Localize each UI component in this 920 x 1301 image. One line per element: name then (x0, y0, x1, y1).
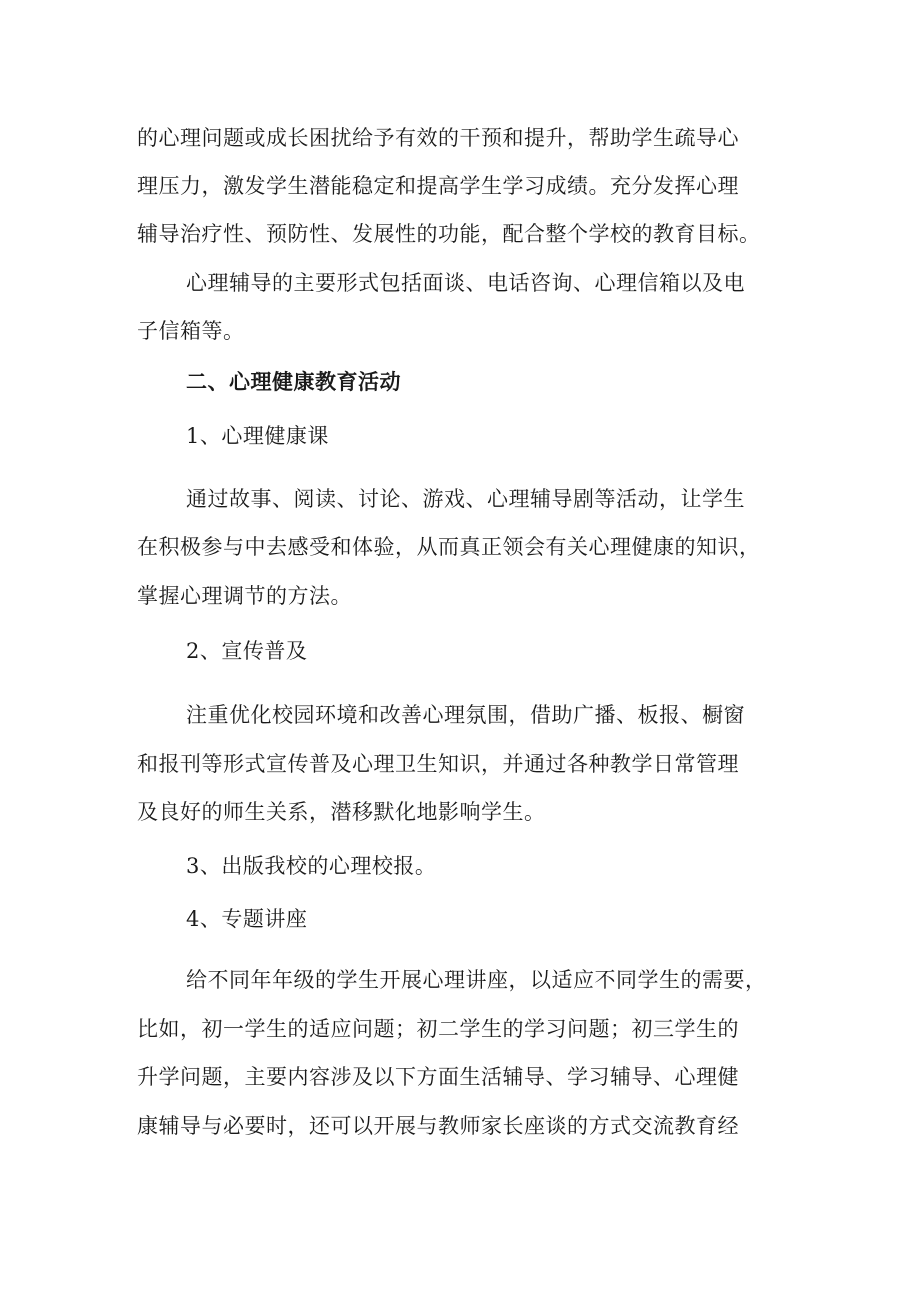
text-line: 给不同年年级的学生开展心理讲座，以适应不同学生的需要， (186, 968, 767, 992)
text-line: 通过故事、阅读、讨论、游戏、心理辅导剧等活动，让学生 (186, 487, 745, 511)
text-line: 和报刊等形式宣传普及心理卫生知识，并通过各种教学日常管理 (137, 752, 739, 776)
text-line: 3、出版我校的心理校报。 (186, 854, 437, 878)
text-line: 掌握心理调节的方法。 (137, 584, 352, 608)
subheading: 4、专题讲座 (186, 907, 308, 931)
subheading: 1、心理健康课 (186, 424, 329, 448)
text-line: 及良好的师生关系，潜移默化地影响学生。 (137, 800, 546, 824)
text-line: 理压力，激发学生潜能稳定和提高学生学习成绩。充分发挥心理 (137, 174, 739, 198)
text-line: 注重优化校园环境和改善心理氛围，借助广播、板报、橱窗 (186, 703, 745, 727)
text-line: 子信箱等。 (137, 319, 245, 343)
text-line: 比如，初一学生的适应问题；初二学生的学习问题；初三学生的 (137, 1017, 739, 1041)
text-line: 康辅导与必要时，还可以开展与教师家长座谈的方式交流教育经 (137, 1114, 739, 1138)
text-line: 的心理问题或成长困扰给予有效的干预和提升，帮助学生疏导心 (137, 126, 739, 150)
text-line: 心理辅导的主要形式包括面谈、电话咨询、心理信箱以及电 (186, 271, 745, 295)
text-line: 在积极参与中去感受和体验，从而真正领会有关心理健康的知识， (137, 535, 761, 559)
subheading: 2、宣传普及 (186, 639, 308, 663)
text-line: 辅导治疗性、预防性、发展性的功能，配合整个学校的教育目标。 (137, 222, 761, 246)
text-line: 升学问题，主要内容涉及以下方面生活辅导、学习辅导、心理健 (137, 1065, 739, 1089)
section-heading: 二、心理健康教育活动 (186, 369, 401, 394)
